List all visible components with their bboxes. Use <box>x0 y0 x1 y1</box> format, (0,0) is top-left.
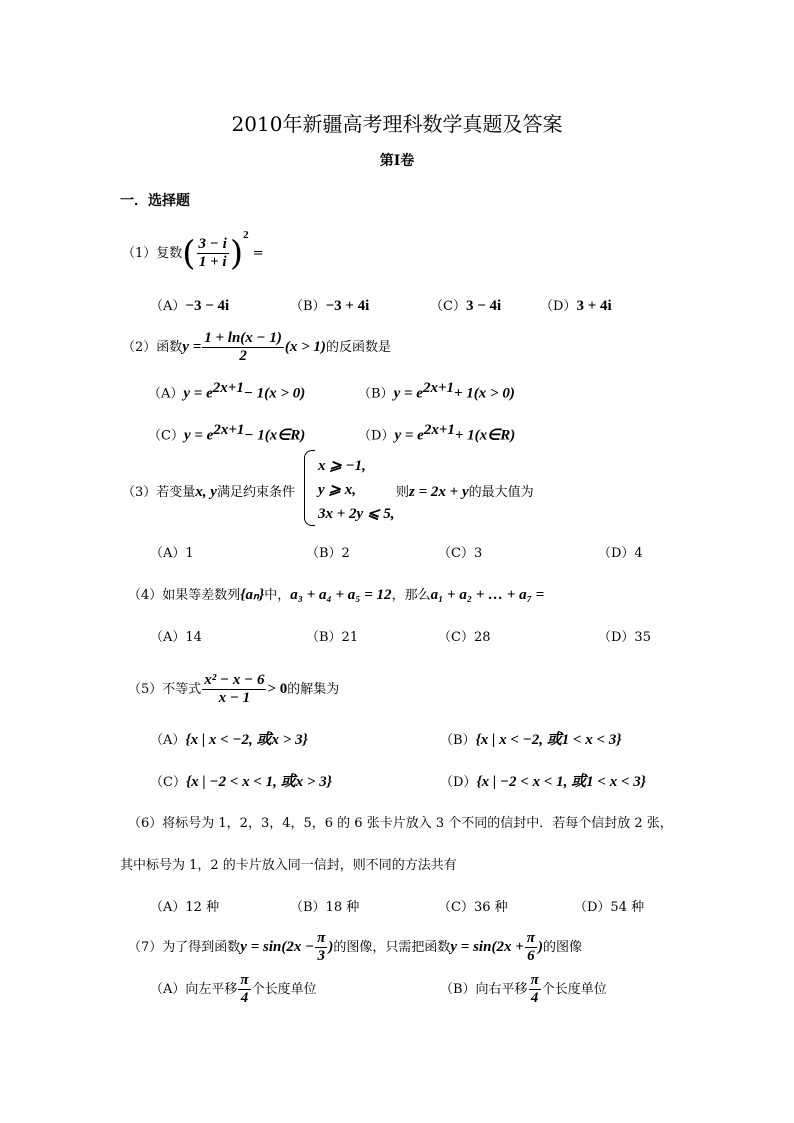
q1-option-b: （B）−3 + 4i <box>290 298 370 314</box>
q2-option-c: $(C)y = e^{2x+1}-$ 1(x∈R) <box>148 422 306 444</box>
section-heading: 一．选择题 <box>120 193 190 209</box>
q3-option-c: （C）3 <box>438 546 483 561</box>
q3-option-d: （D）4 <box>598 546 643 561</box>
question-6-line-1: （6）将标号为 1，2，3，4，5，6 的 6 张卡片放入 3 个不同的信封中．若每个信封放 2 张， <box>128 816 673 831</box>
q1-option-c: （C）3 − 4i <box>430 298 502 314</box>
q4-option-c: （C）28 <box>438 630 491 645</box>
q5-option-a: （A）{x | x < −2, 或x > 3} <box>150 732 308 748</box>
q6-option-a: （A）12 种 <box>150 900 220 915</box>
q4-option-d: （D）35 <box>598 630 651 645</box>
question-4: （4）如果等差数列{aₙ}中，a₃ + a₄ + a₅ = 12，那么a₁ + a₂ + … + a₇ = <box>128 587 545 603</box>
q1-numerator: 3 − i <box>198 236 227 252</box>
question-3: （3）若变量x, y满足约束条件 <box>122 484 295 500</box>
q7-fraction-b: $\frac{\pi}{4}$ <box>530 972 539 1006</box>
q1-denominator: 1 + i <box>198 254 227 270</box>
volume-heading: 第Ⅰ卷 <box>379 153 415 169</box>
q7-option-a: （A）向左平移 $\frac{\pi}{4}$ 个长度单位 <box>150 972 317 1006</box>
q3-option-b: （B）2 <box>306 546 350 561</box>
q4-option-b: （B）21 <box>306 630 359 645</box>
q3-constraint-brace <box>304 450 315 526</box>
q1-exponent: 2 <box>243 228 249 241</box>
q4-option-a: （A）14 <box>150 630 202 645</box>
q7-fraction-2: $\frac{\pi}{6}$ <box>526 930 535 964</box>
question-5: （5）不等式 $\frac{\text{x² − x − 6}}{x - 1}$ > 0的解集为 <box>128 672 340 706</box>
question-2: （2）函数y = $\frac{1 + \ln(x - 1)}{2}$ (x > 1)的反函数是 <box>122 330 391 364</box>
left-paren: ( <box>182 233 196 274</box>
q5-fraction: $\frac{\text{x² − x − 6}}{x - 1}$ <box>204 672 265 706</box>
q7-fraction-1: $\frac{\pi}{3}$ <box>317 930 326 964</box>
q1-fraction <box>197 236 229 271</box>
q3-constraint-1: x ⩾ −1, <box>318 458 366 474</box>
q2-option-d: $(D)y = e^{2x+1}+$ 1(x∈R) <box>358 422 516 444</box>
q1-option-a: （A）−3 − 4i <box>150 298 230 314</box>
q2-fraction: $\frac{1 + \ln(x - 1)}{2}$ <box>204 330 282 364</box>
right-paren: ) <box>229 233 244 274</box>
q3-objective: 则z = 2x + y的最大值为 <box>396 484 534 500</box>
q7-option-b: （B）向右平移 $\frac{\pi}{4}$ 个长度单位 <box>440 972 607 1006</box>
q6-option-b: （B）18 种 <box>290 900 360 915</box>
q6-option-d: （D）54 种 <box>574 900 645 915</box>
q6-option-c: （C）36 种 <box>438 900 508 915</box>
q1-equals: = <box>252 246 264 261</box>
page-title: 2010年新疆高考理科数学真题及答案 <box>231 112 563 136</box>
q1-option-d: （D）3 + 4i <box>540 298 612 314</box>
question-6-line-2: 其中标号为 1，2 的卡片放入同一信封，则不同的方法共有 <box>120 858 457 873</box>
q2-option-a: $(A)y = e^{2x+1}- 1(x > 0)$ <box>148 380 306 402</box>
question-7: （7）为了得到函数y = sin(2x − $\frac{\pi}{3}$ )的图像，只需把函数y = sin(2x + $\frac{\pi}{6}$ )的图像 <box>128 930 582 964</box>
q5-option-b: （B）{x | x < −2, 或1 < x < 3} <box>440 732 622 748</box>
q3-option-a: （A）1 <box>150 546 194 561</box>
q3-constraint-2: y ⩾ x, <box>318 482 356 498</box>
question-1 <box>122 228 264 274</box>
q1-stem: （1）复数 <box>122 246 183 261</box>
q5-option-d: （D）{x | −2 < x < 1, 或1 < x < 3} <box>440 774 646 790</box>
q2-option-b: $(B)y = e^{2x+1}+ 1(x > 0)$ <box>358 380 515 402</box>
q7-fraction-a: $\frac{\pi}{4}$ <box>240 972 249 1006</box>
q3-constraint-3: 3x + 2y ⩽ 5, <box>318 506 395 522</box>
q5-option-c: （C）{x | −2 < x < 1, 或x > 3} <box>150 774 332 790</box>
